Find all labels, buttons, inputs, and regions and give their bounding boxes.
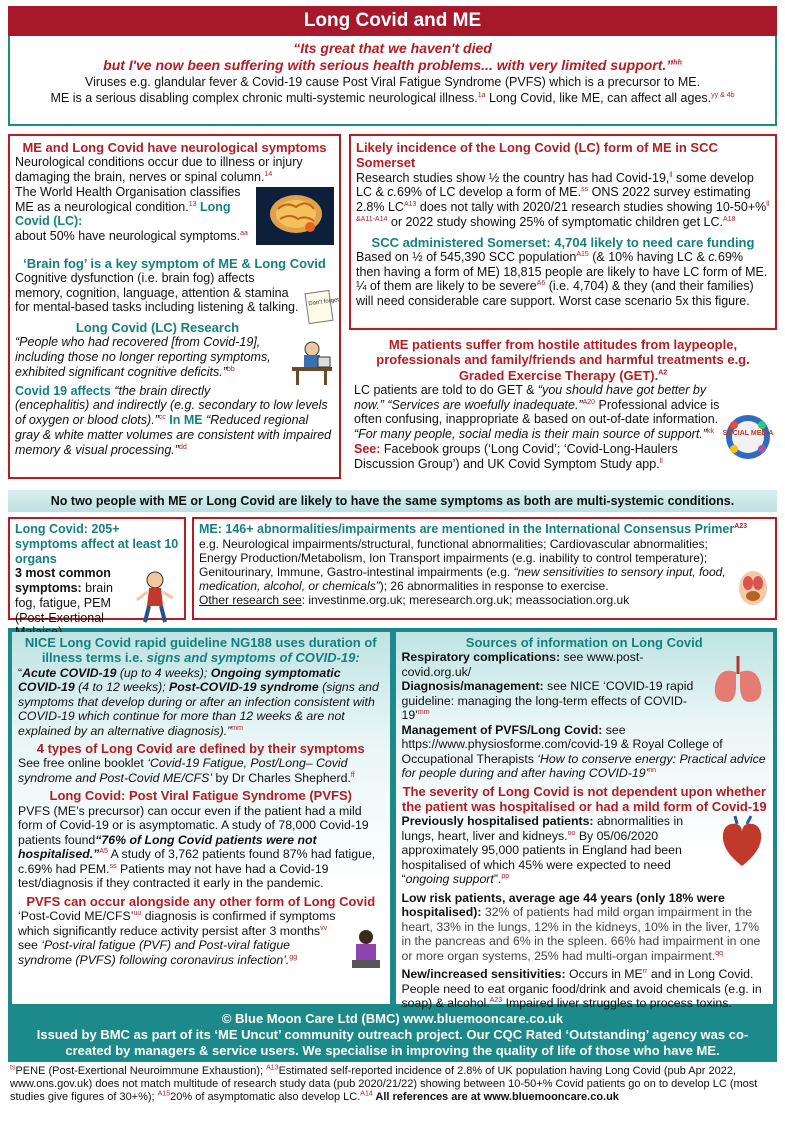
hosp-t2: By 05/06/2020 approximately 95,000 patients in England had been hospitalised of which 45% were expected to need “ [401,828,682,887]
scc-s3: 69% then having a form of ME) 18,815 people are likely to have LC form of ME. ¼ of them are likely to be severe [356,249,768,294]
incidence-t6: or 2022 study showing 25% of symptomatic children get LC. [387,214,723,229]
brainfog-body: Cognitive dysfunction (i.e. brain fog) affects memory, cognition, language, attention & stamina for mental-based tasks including listening & talking. [15,270,299,315]
lc-205-box [8,517,186,625]
me-146-t2: ); 26 abnormalities in response to exercise. [379,579,609,594]
neuro-box [8,134,341,479]
row-three [8,628,777,1011]
social-media-icon [724,413,772,465]
nice-ref: mm [231,724,243,732]
lc-205-heading: Long Covid: 205+ symptoms affect at least 10 organs [15,522,179,566]
occur-doc: ‘Post-viral fatigue (PVF) and Post-viral fatigue syndrome (PVFS) following coronavirus infection’. [18,938,291,967]
scc-s2: (& 10% having LC & [588,249,709,264]
reference-notes [8,1062,777,1107]
row-one [8,134,777,484]
affects-quote: “the brain directly (encephalitis) and indirectly (e.g. secondary to low levels of oxygen or blood clots).” [15,383,328,428]
brainfog-text [15,270,340,315]
nice-q-open: “ [18,665,23,680]
scc-s1: Based on ½ of 545,390 SCC population [356,249,577,264]
hostile-q1: “you should have got better by now.” “Services are woefully inadequate.” [354,382,707,412]
neuro-ref-aa: aa [240,229,248,237]
scc-heading: SCC administered Somerset: 4,704 likely to need care funding [371,234,755,250]
refs-ref-1: ts [10,1063,16,1071]
sensitivities-text [402,967,768,1011]
hostile-text [354,383,772,472]
resp-label: Respiratory complications: [401,650,561,665]
occur-ref-1: uu [133,910,142,918]
hostile-ref-3: ll [659,457,663,465]
footer-banner [8,1008,777,1062]
row-two [8,517,777,625]
refs-ref-3: A15 [157,1089,171,1097]
hostile-see: See: [354,441,381,456]
hosp-label: Previously hospitalised patients: [401,814,594,829]
incidence-box [349,134,777,330]
me-146-t1: e.g. Neurological impairments/structural, functional abnormalities; Cardiovascular abnormalities; Energy Production/Metabolism, Ion Transport impairments (e.g. inability to control temperature); Genitourinary, Immune, Gastro-intestinal impairments (e.g. [199,536,708,580]
footer-copyright: © Blue Moon Care Ltd (BMC) www.bluemooncare.co.uk [221,1011,564,1026]
pvfs-ref-1: A5 [99,848,108,856]
refs-ref-2: A13 [266,1063,279,1071]
scc-ref-1: A15 [576,250,589,258]
incidence-t2i: c. [387,185,397,200]
occur-ref-2: vv [320,924,328,932]
hostile-heading-ref: A2 [658,369,668,377]
neuro-ref-13: 13 [188,200,197,208]
hostile-heading [354,337,772,383]
scc-s2i: c. [708,249,719,264]
incidence-heading: Likely incidence of the Long Covid (LC) form of ME in SCC Somerset [356,140,718,171]
sources-panel [396,632,774,1011]
mgmt-text: see https://www.physiosforme.com/covid-19 & Royal College of Occupational Therapists [401,722,723,766]
mgmt-ref: nn [648,767,657,775]
hosp-ref-1: oo [567,829,576,837]
quote-ref: hh [673,59,682,67]
low-risk-label: Low risk patients, average age 44 years (only 18% were hospitalised): [401,890,725,920]
intro-line-1: Viruses e.g. glandular fever & Covid-19 cause Post Viral Fatigue Syndrome (PVFS) which is a precursor to ME. [84,75,701,90]
nice-heading-text: NICE Long Covid rapid guideline NG188 uses duration of illness terms i.e. [24,635,377,666]
patient-quote [16,40,769,74]
occur-heading: PVFS can occur alongside any other form of Long Covid [26,893,376,909]
low-risk-text [402,891,768,964]
neuro-lc-label: Long Covid (LC): [15,199,231,229]
hostile-t2: Professional advice is often confusing, inappropriate & based on out-of-date information. [354,397,720,427]
page-title: Long Covid and ME [8,6,777,36]
sens-label: New/increased sensitivities: [401,967,566,982]
refs-t2: Estimated self-reported incidence of 2.8% of UK population having Long Covid (pub Apr 2022, www.ons.gov.uk) does not match multitude of research study data (pub 2020/21/22) showing between 10-50+% Covid patients go on to develop LC (most studies give figures of 30+%); [10,1064,758,1103]
occur-t2: diagnosis is confirmed if symptoms which significantly reduce activity persist after 3 months [18,909,336,938]
occur-ref-3: gg [289,953,298,961]
sources-list [402,650,768,781]
social-media-label: SOCIAL MEDIA [722,429,774,437]
hosp-text: abnormalities in lungs, heart, liver and kidneys. [401,814,684,843]
other-research-label: Other research see [199,593,302,608]
sens-t3: Impaired liver struggles to process toxins. [502,996,732,1011]
note-icon [304,289,340,329]
mgmt-label: Management of PVFS/Long Covid: [401,722,603,737]
hostile-ref-2: kk [706,428,714,436]
neuro-p2a: The World Health Organisation classifies ME as a neurological condition. [15,184,241,214]
research-quote: “People who had recovered [from Covid-19], including those no longer reporting symptoms, exhibited significant cognitive deficits.” [15,335,271,379]
diag-label: Diagnosis/management: [401,679,544,694]
refs-t1: PENE (Post-Exertional Neuroimmune Exhaustion); [15,1064,267,1077]
lc-205-text [15,566,179,640]
incidence-t3: 69% of LC develop a form of ME. [397,185,582,200]
me-146-heading-text: ME: 146+ abnormalities/impairments are mentioned in the International Consensus Primer [199,522,735,536]
affects-lead: Covid 19 affects [15,383,111,398]
incidence-t2: some develop LC & [356,170,754,200]
types-booklet: ‘Covid-19 Fatigue, Post/Long– Covid syndrome and Post-Covid ME/CFS’ [18,756,348,785]
hostile-q2: “For many people, social media is their main source of support.” [354,427,707,442]
pvfs-ref-2: ss [109,862,117,870]
neuro-p1-text: Neurological conditions occur due to illness or injury damaging the brain, nerves or spinal column. [15,155,303,185]
pvfs-heading: Long Covid: Post Viral Fatigue Syndrome (PVFS) [49,788,352,804]
refs-ref-4: A14 [360,1089,373,1097]
pvfs-t3: Patients may not have had a Covid-19 test/diagnosis if they contracted it early in the pandemic. [18,861,329,891]
symptoms-divider: No two people with ME or Long Covid are likely to have the same symptoms as both are multi-systemic conditions. [8,490,777,512]
sens-t1: Occurs in ME [565,967,643,982]
research-heading: Long Covid (LC) Research [75,320,240,336]
hospitalised-text [402,814,768,887]
incidence-t1: Research studies show ½ the country has had Covid-19, [356,170,670,185]
low-risk-ref: qq [715,949,723,957]
nice-panel [12,632,390,1004]
lungs-icon [709,652,767,710]
neuro-p2c: about 50% have neurological symptoms. [15,229,241,244]
hosp-end: ”. [493,872,502,887]
nice-quote [18,666,384,739]
tired-person-icon [129,568,179,628]
types-t2: by Dr Charles Shepherd. [212,770,351,785]
hostile-heading-text: ME patients suffer from hostile attitudes from laypeople, professionals and family/friends and harmful treatments e.g. Graded Exercise Therapy (GET). [376,337,750,383]
nice-acute: Acute COVID-19 [22,665,117,680]
hosp-ref-2: pp [501,873,510,881]
occur-text [18,909,384,967]
types-t: See free online booklet [18,756,148,771]
lc-205-bold: 3 most common symptoms: [15,566,111,595]
hosp-italic: ongoing support [405,872,494,887]
anatomy-icon [736,569,770,610]
occur-t1: ‘Post-Covid ME/CFS’ [18,909,134,924]
nice-ongoing-dur: (4 to 12 weeks); [74,680,170,695]
scc-text [356,250,770,309]
refs-t4: All references are at www.bluemooncare.co.uk [372,1090,619,1103]
pvfs-t1: PVFS (ME’s precursor) can occur even if the patient had a mild form of Covid-19 or is asymptomatic. A study of 78,000 Covid-19 patients found [18,803,369,847]
incidence-ref-2: ss [581,186,589,194]
me-146-box [192,517,777,620]
resp-text: see www.post-covid.org.uk/ [401,650,644,679]
quote-line-1: “Its great that we haven't died [293,40,492,56]
intro-ref-1a: 1a [477,91,486,99]
heart-icon [717,816,767,874]
incidence-ref-3: A13 [403,201,417,208]
neuro-ref-14: 14 [264,170,273,178]
intro-line-2b: Long Covid, like ME, can affect all ages. [485,90,712,105]
footer-about: Issued by BMC as part of its ‘ME Uncut’ community outreach project. Our CQC Rated ‘Outstanding’ agency was co-created by managers & service users. We specialise in improving the quality of life of those who have ME. [36,1026,749,1058]
intro-line-2 [16,91,769,106]
brainfog-heading: ‘Brain fog’ is a key symptom of ME & Long Covid [23,255,326,271]
sens-t2: and in Long Covid. People need to eat organic food/drink and avoid chemicals (e.g. in soap) & alcohol. [401,967,762,1011]
desk-person-icon [288,337,334,389]
incidence-text [356,171,770,230]
diag-text: see NICE ‘COVID-19 rapid guideline: managing the long-term effects of COVID-19’ [401,679,694,723]
research-text [15,335,334,379]
note-text: Don't forget [308,297,340,308]
sens-ref-1: rr [642,968,648,976]
types-heading: 4 types of Long Covid are defined by their symptoms [36,741,365,757]
me-146-ref: A23 [734,522,748,530]
types-text [18,756,384,785]
intro-ref-yy: yy & 4b [711,91,735,99]
incidence-ref-1: ll [669,171,673,179]
types-ref: ff [350,771,355,779]
nice-post-desc: (signs and symptoms that develop during or after an infection consistent with COVID-19 which continue for more than 12 weeks & are not explained by an alternative diagnosis).” [18,680,379,738]
brain-icon [256,187,334,249]
me-146-text [199,537,770,608]
right-column [349,134,777,484]
me-quote: “Reduced regional gray & white matter volumes are consistent with impaired memory & visual processing.” [15,413,332,457]
intro-line-2a: ME is a serious disabling complex chronic multi-systemic neurological illness. [50,90,478,105]
intro-box [8,36,777,126]
hostile-see-text: Facebook groups (‘Long Covid’; ‘Covid-Long-Haulers Discussion Group’) and UK Covid Symptom Study app. [354,441,678,471]
severity-heading: The severity of Long Covid is not dependent upon whether the patient was hospitalised or had a mild form of Covid-19 [401,783,767,815]
research-ref: bb [226,365,235,373]
quote-line-2: but I've now been suffering with serious health problems... with very limited support.” [103,57,674,74]
nice-post: Post-COVID-19 syndrome [169,680,319,695]
occur-t3: see [18,938,42,953]
neuro-heading: ME and Long Covid have neurological symptoms [22,140,327,155]
refs-t3: 20% of asymptomatic also develop LC. [170,1090,361,1103]
nice-heading-italic: signs and symptoms of COVID-19: [146,650,360,666]
low-risk-body: 32% of patients had mild organ impairment in the heart, 33% in the lungs, 12% in the kidneys, 10% in the liver, 17% in the pancreas and 6% in the spleen. 66% had impairment in one or more organ systems, 25% had multi-organ impairment. [401,905,761,963]
lc-205-body: brain fog, fatigue, PEM (Post-Exertional [15,581,113,625]
incidence-ref-5: A18 [722,215,736,223]
neuro-p1 [15,155,334,185]
pvfs-t2: A study of 3,762 patients found 87% had fatigue, c.69% had PEM. [18,847,376,876]
affects-ref: cc [158,414,166,422]
sources-heading: Sources of information on Long Covid [465,635,703,650]
incidence-ref-4: ll &A11-A14 [356,201,770,223]
nice-heading [18,635,384,666]
me-146-heading [199,522,770,537]
hostile-box [349,334,777,484]
pvfs-text [18,804,384,891]
incidence-t5: does not tally with 2020/21 research studies showing 10-50+% [416,200,767,215]
nice-ongoing: Ongoing symptomatic COVID-19 [18,665,341,695]
hostile-t1: LC patients are told to do GET & [354,382,538,397]
scc-s4: (i.e. 4,704) & they (and their families) will need considerable care support. Worst case scenario 5x this figure. [356,279,754,309]
incidence-t4: ONS 2022 survey estimating 2.8% LC [356,185,751,215]
in-me-label: In ME [165,413,203,428]
me-ref: dd [178,443,187,451]
resting-person-icon [348,927,384,975]
scc-ref-2: A6 [536,280,546,288]
hostile-ref-1: A20 [582,398,596,406]
affects-text [15,384,334,458]
me-146-t1i: “new sensitivities to sensory input, food, medication, alcohol, or chemicals” [199,565,726,594]
pvfs-quote: “76% of Long Covid patients were not hospitalised.” [18,832,317,862]
nice-acute-dur: (up to 4 weeks); [116,665,211,680]
diag-ref: mm [417,709,430,717]
other-research-text: : investinme.org.uk; meresearch.org.uk; meassociation.org.uk [301,593,630,608]
mgmt-italic: ‘How to conserve energy: Practical advice for people during and after having COVID-19’ [401,751,766,781]
neuro-p2 [15,185,334,244]
sens-ref-2: A23 [489,997,503,1005]
